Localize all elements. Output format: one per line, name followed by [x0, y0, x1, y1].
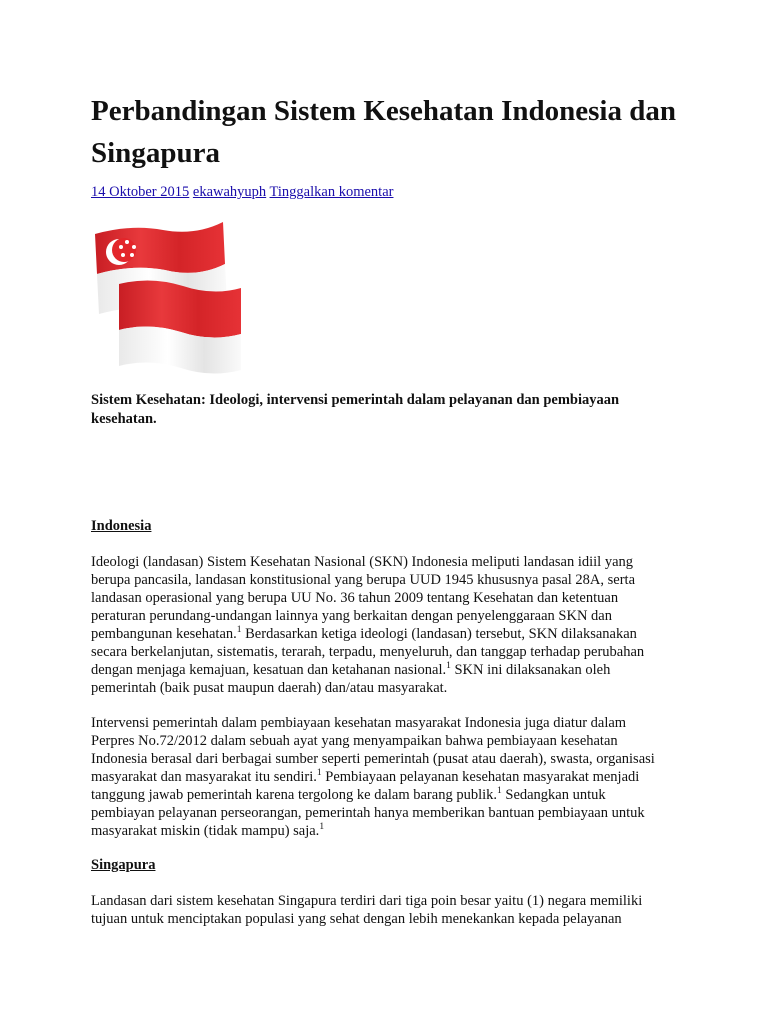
footnote-ref: 1 [446, 661, 451, 672]
paragraph-singapura-foundation [91, 892, 671, 928]
text-segment: tanggung jawab pemerintah karena tergolong ke dalam barang publik. [91, 787, 497, 803]
text-line: landasan operasional yang berupa UU No. 36 tahun 2009 tentang Kesehatan dan ketentuan [91, 590, 619, 606]
text-line: secara berkelanjutan, sistematis, terarah, terpadu, menyeluruh, dan tanggap terhadap perubahan [91, 644, 645, 660]
footnote-ref: 1 [236, 625, 242, 636]
footnote-ref: 1 [497, 786, 502, 797]
singapore-indonesia-flags-image [91, 218, 247, 374]
article-meta [91, 182, 393, 202]
text-segment: Pembiayaan pelayanan kesehatan masyarakat menjadi [321, 769, 640, 785]
author-link[interactable]: ekawahyuph [192, 184, 267, 200]
post-date-link[interactable]: 14 Oktober 2015 [91, 184, 190, 200]
text-segment: dengan menjaga kemajuan, kesatuan dan ketahanan nasional. [91, 662, 447, 678]
heading-indonesia: Indonesia [91, 518, 152, 534]
text-segment: pembangunan kesehatan. [91, 626, 237, 642]
text-line [91, 786, 671, 804]
text-line: Ideologi (landasan) Sistem Kesehatan Nasional (SKN) Indonesia meliputi landasan idiil yang [91, 554, 634, 570]
section-subtitle: Sistem Kesehatan: Ideologi, intervensi pemerintah dalam pelayanan dan pembiayaan kesehatan. [91, 392, 620, 427]
flags-illustration [91, 218, 247, 374]
text-line [91, 822, 671, 840]
text-line: Intervensi pemerintah dalam pembiayaan kesehatan masyarakat Indonesia juga diatur dalam [91, 715, 627, 731]
text-line: berupa pancasila, landasan konstitusional yang berupa UUD 1945 khususnya pasal 28A, serta [91, 572, 636, 588]
paragraph-indonesia-ideology [91, 553, 671, 697]
text-line [91, 661, 671, 679]
heading-singapura: Singapura [91, 857, 156, 873]
text-segment: Berdasarkan ketiga ideologi (landasan) tersebut, SKN dilaksanakan [241, 626, 637, 642]
article-title: Perbandingan Sistem Kesehatan Indonesia dan Singapura [91, 95, 676, 169]
text-line: Landasan dari sistem kesehatan Singapura terdiri dari tiga poin besar yaitu (1) negara memiliki [91, 893, 643, 909]
text-segment: SKN ini dilaksanakan oleh [450, 662, 611, 678]
text-line: tujuan untuk menciptakan populasi yang sehat dengan lebih menekankan kepada pelayanan [91, 911, 622, 927]
text-line: Indonesia berasal dari berbagai sumber seperti pemerintah (pusat atau daerah), swasta, organisasi [91, 751, 655, 767]
text-line: pembiayan pelayanan perseorangan, pemerintah hanya memberikan bantuan pembiayaan untuk [91, 805, 645, 821]
text-line [91, 768, 671, 786]
leave-comment-link[interactable]: Tinggalkan komentar [269, 184, 394, 200]
footnote-ref: 1 [319, 822, 325, 833]
footnote-ref: 1 [316, 768, 322, 779]
text-line: Perpres No.72/2012 dalam sebuah ayat yang menyampaikan bahwa pembiayaan kesehatan [91, 733, 618, 749]
text-line: peraturan perundang-undangan lainnya yang berkaitan dengan penyelenggaraan SKN dan [91, 608, 612, 624]
paragraph-indonesia-financing [91, 714, 671, 840]
text-line [91, 625, 671, 643]
text-segment: masyarakat miskin (tidak mampu) saja. [91, 823, 320, 839]
text-segment: masyarakat dan masyarakat itu sendiri. [91, 769, 317, 785]
text-line: pemerintah (baik pusat maupun daerah) dan/atau masyarakat. [91, 680, 448, 696]
indonesia-flag [119, 280, 241, 373]
text-segment: Sedangkan untuk [501, 787, 606, 803]
